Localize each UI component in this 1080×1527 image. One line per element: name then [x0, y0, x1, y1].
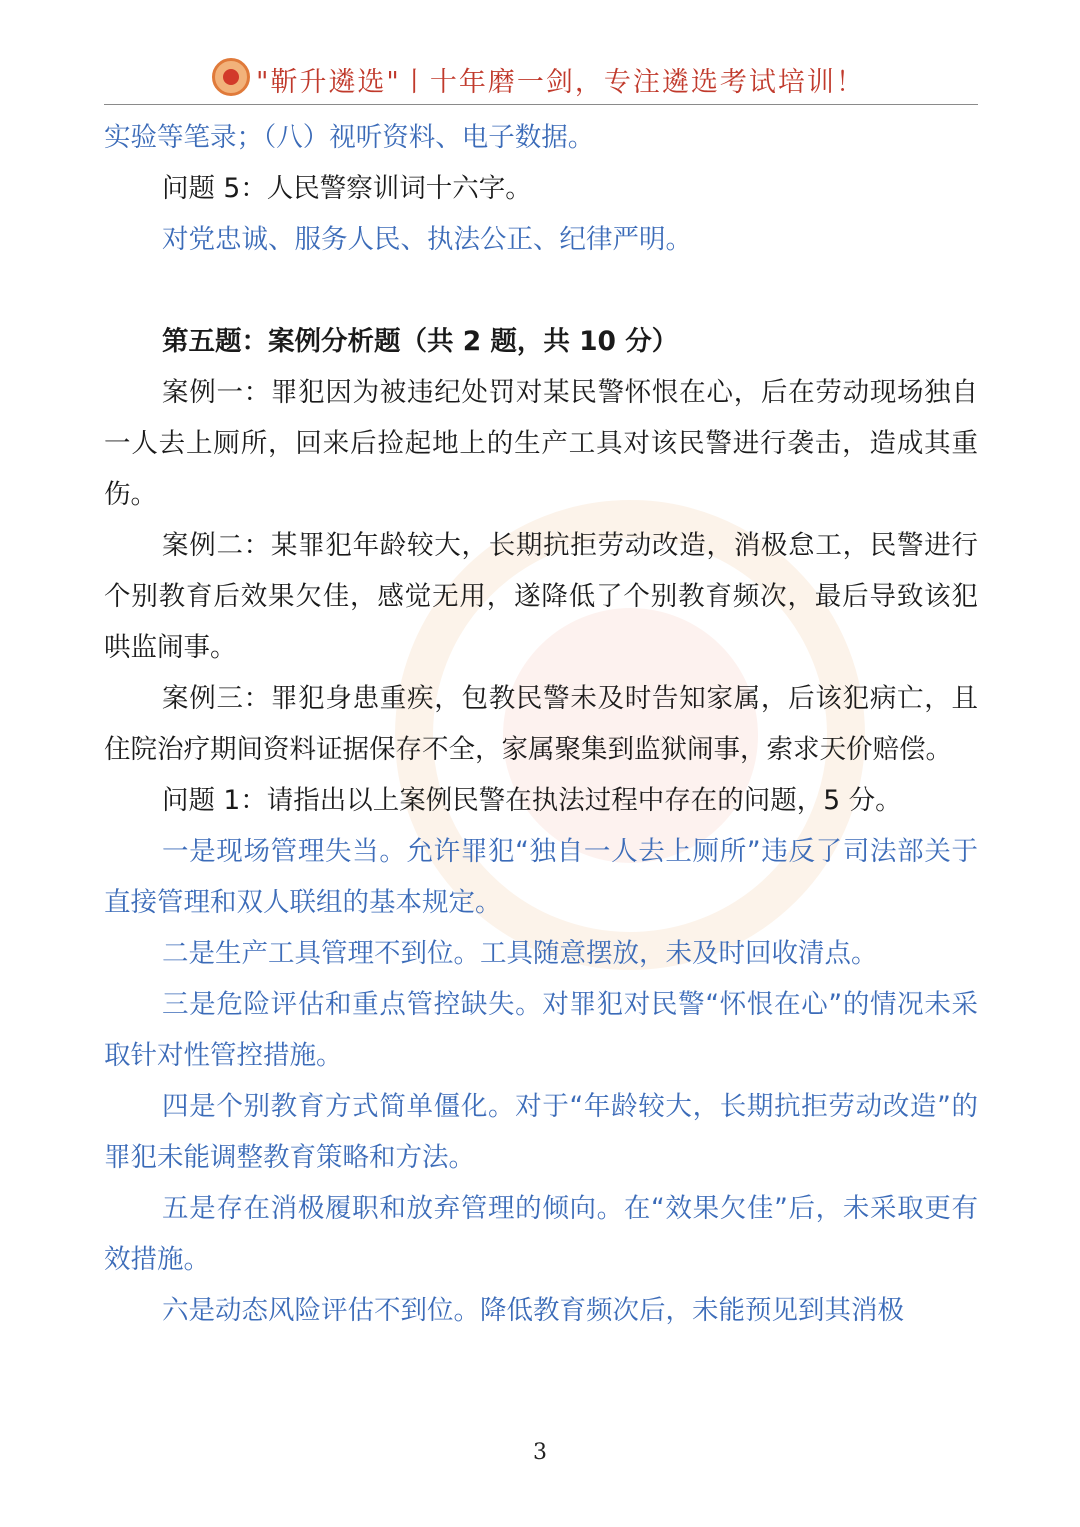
- answer-3: 三是危险评估和重点管控缺失。对罪犯对民警“怀恨在心”的情况未采取针对性管控措施。: [104, 989, 978, 1071]
- case-3: 案例三：罪犯身患重疾，包教民警未及时告知家属，后该犯病亡，且住院治疗期间资料证据保存不全，家属聚集到监狱闹事，索求天价赔偿。: [104, 683, 978, 765]
- question-1: 问题 1：请指出以上案例民警在执法过程中存在的问题，5 分。: [162, 785, 902, 816]
- logo-icon: [212, 58, 250, 96]
- page-number: 3: [533, 1440, 547, 1465]
- page-header: [104, 54, 978, 105]
- answer-2: 二是生产工具管理不到位。工具随意摆放，未及时回收清点。: [162, 938, 878, 969]
- section-heading: 第五题：案例分析题（共 2 题，共 10 分）: [162, 326, 679, 357]
- case-2: 案例二：某罪犯年龄较大，长期抗拒劳动改造，消极怠工，民警进行个别教育后效果欠佳，感觉无用，遂降低了个别教育频次，最后导致该犯哄监闹事。: [104, 530, 978, 663]
- paragraph-2: 问题 5：人民警察训词十六字。: [162, 173, 532, 204]
- paragraph-3: 对党忠诚、服务人民、执法公正、纪律严明。: [162, 224, 692, 255]
- answer-1: 一是现场管理失当。允许罪犯“独自一人去上厕所”违反了司法部关于直接管理和双人联组的基本规定。: [104, 836, 978, 918]
- spacer: [104, 265, 978, 316]
- case-1: 案例一：罪犯因为被违纪处罚对某民警怀恨在心，后在劳动现场独自一人去上厕所，回来后捡起地上的生产工具对该民警进行袭击，造成其重伤。: [104, 377, 978, 510]
- document-body: [104, 112, 978, 1336]
- answer-6: 六是动态风险评估不到位。降低教育频次后，未能预见到其消极: [162, 1295, 904, 1326]
- answer-4: 四是个别教育方式简单僵化。对于“年龄较大，长期抗拒劳动改造”的罪犯未能调整教育策略和方法。: [104, 1091, 978, 1173]
- header-title: "靳升遴选"丨十年磨一剑，专注遴选考试培训！: [256, 67, 865, 98]
- answer-5: 五是存在消极履职和放弃管理的倾向。在“效果欠佳”后，未采取更有效措施。: [104, 1193, 978, 1275]
- paragraph-1: 实验等笔录；（八）视听资料、电子数据。: [104, 122, 595, 153]
